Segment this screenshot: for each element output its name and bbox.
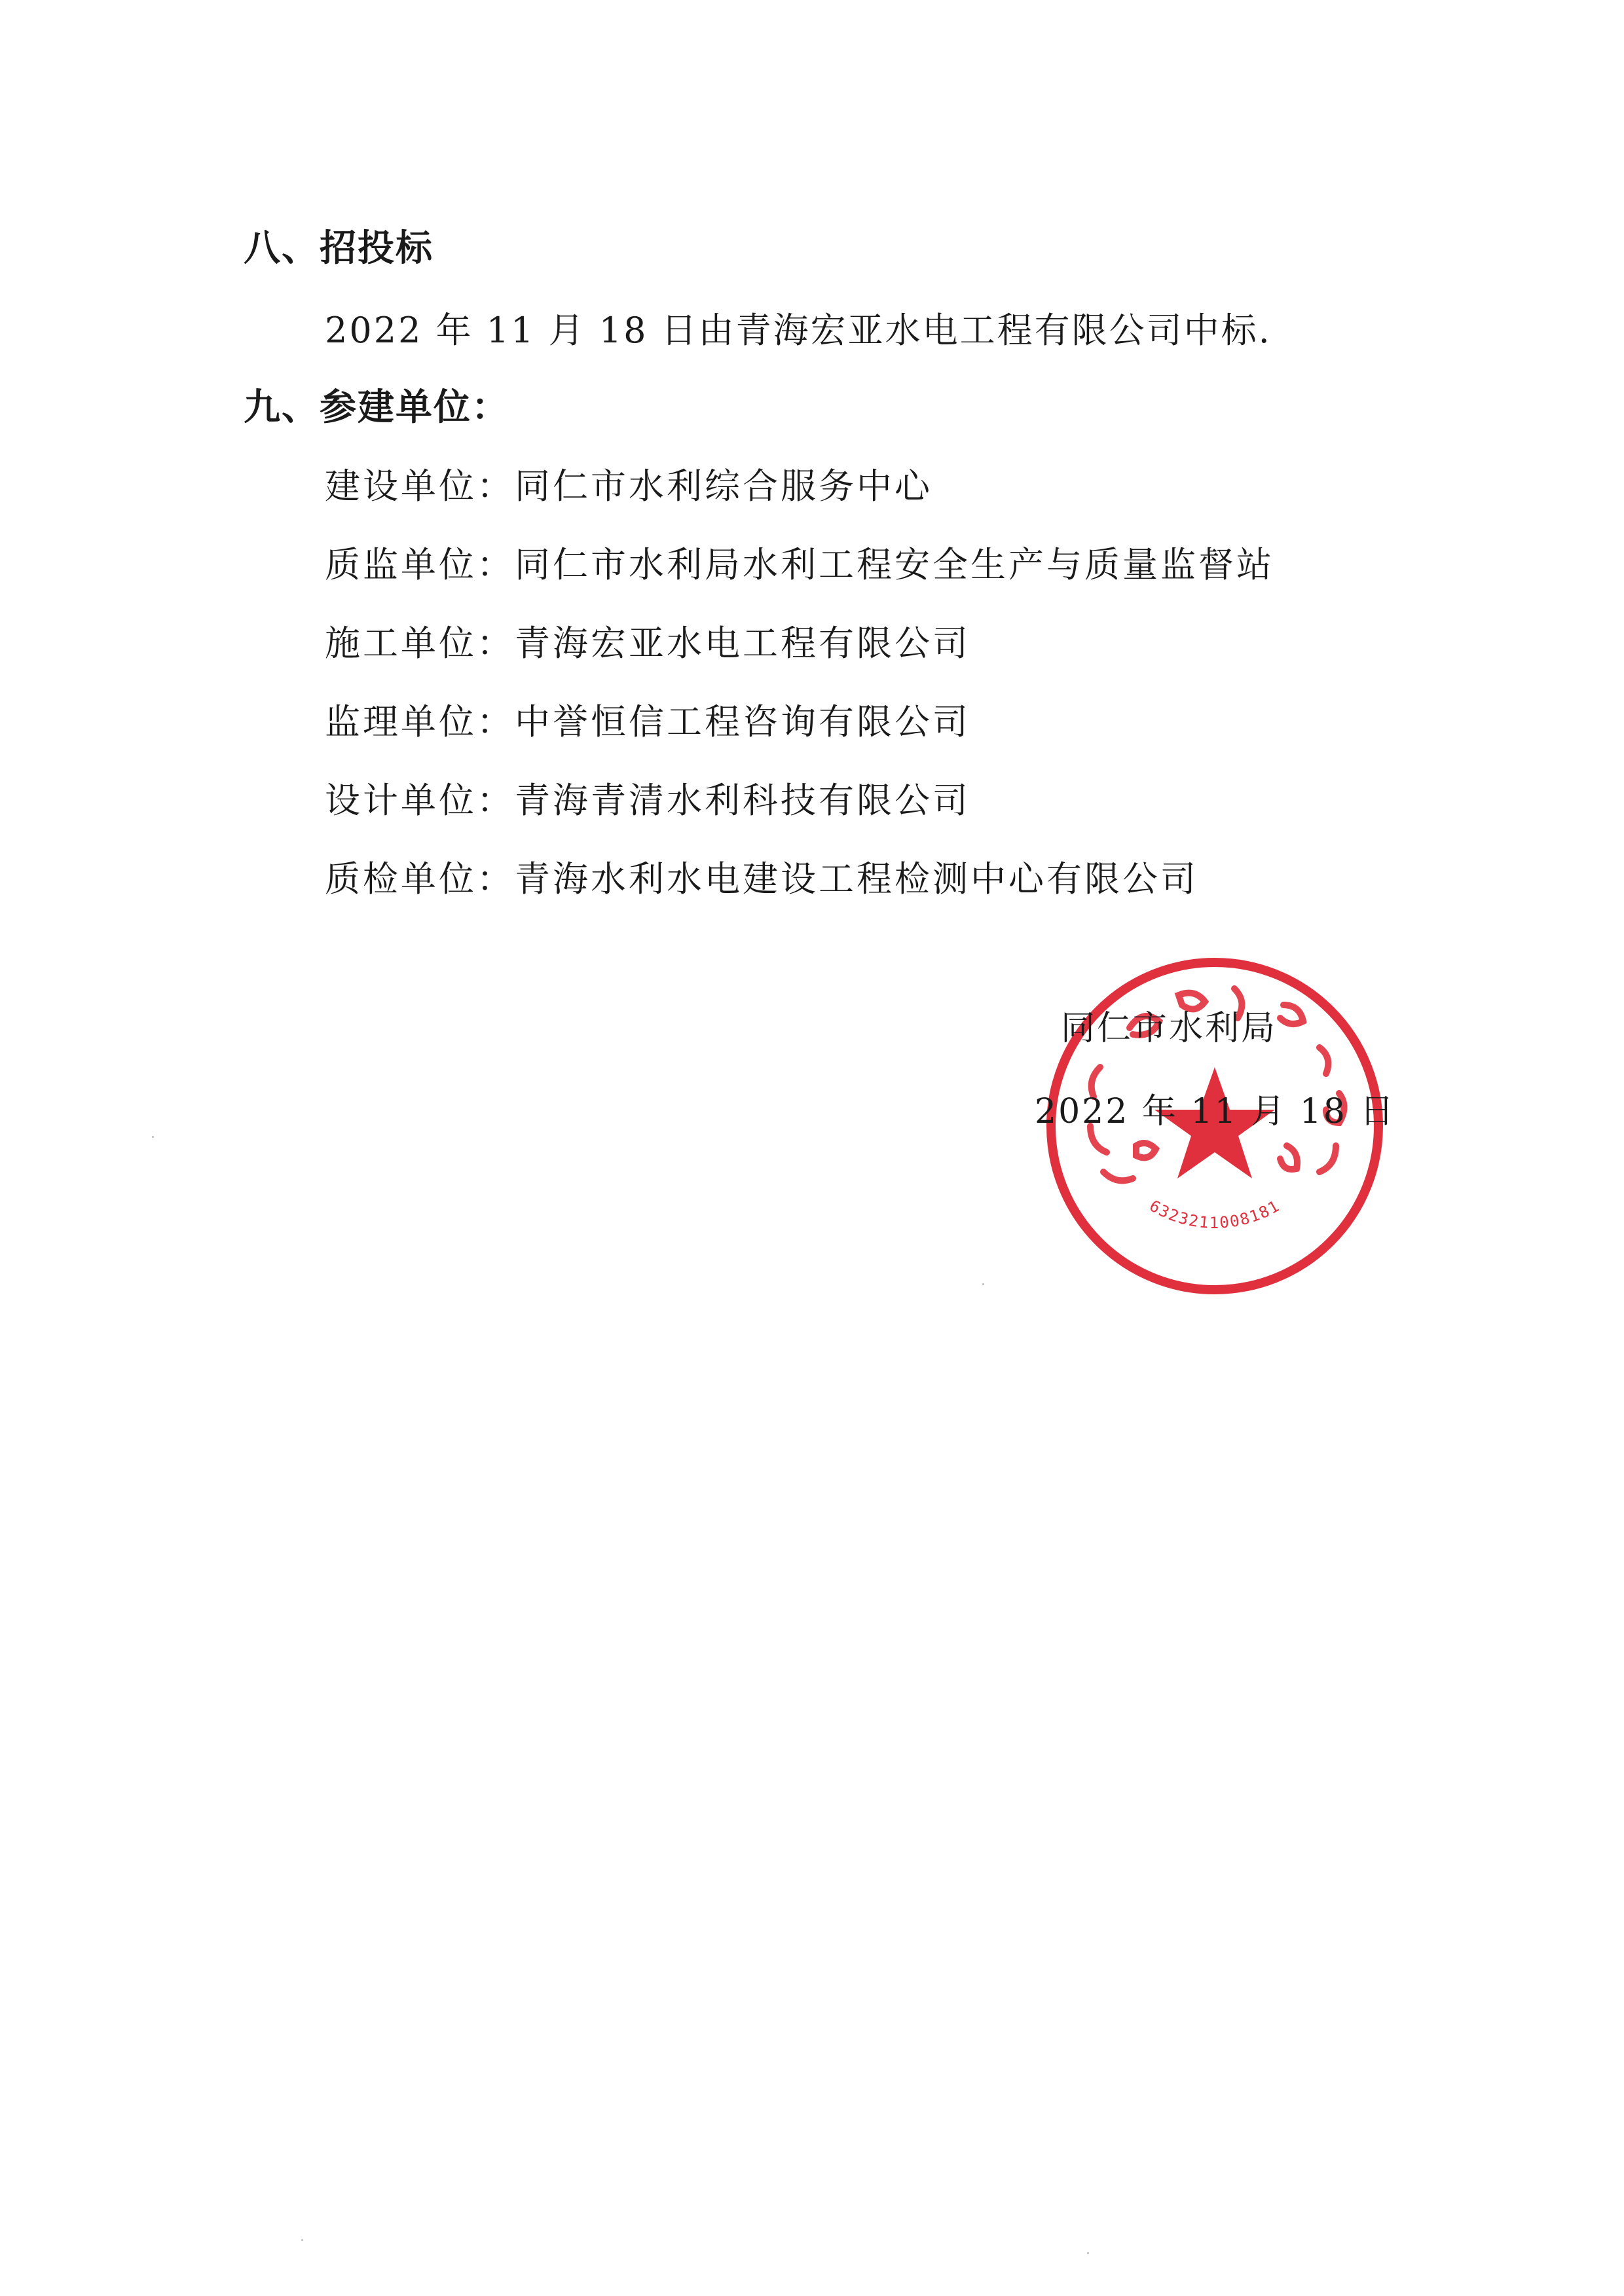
unit-row-construction: [325, 458, 932, 509]
section-8-text: 2022 年 11 月 18 日由青海宏亚水电工程有限公司中标.: [325, 310, 1272, 351]
unit-row-supervisor: [325, 694, 970, 744]
scan-speck: [1087, 2252, 1089, 2254]
unit-value: 中誉恒信工程咨询有限公司: [515, 701, 970, 742]
unit-label: 施工单位：: [325, 623, 515, 664]
scan-speck: [982, 1283, 984, 1285]
unit-value: 同仁市水利综合服务中心: [515, 465, 932, 507]
unit-label: 建设单位：: [325, 465, 515, 507]
unit-label: 质监单位：: [325, 544, 515, 585]
unit-row-quality-supervision: [325, 537, 1274, 587]
unit-label: 质检单位：: [325, 858, 515, 900]
scan-speck: [152, 1136, 154, 1138]
unit-value: 青海水利水电建设工程检测中心有限公司: [515, 858, 1198, 900]
section-8-heading: 八、招投标: [244, 227, 434, 270]
unit-value: 青海宏亚水电工程有限公司: [515, 623, 970, 664]
seal-code-text: 6323211008181: [1146, 1196, 1283, 1232]
signature-organization: 同仁市水利局: [1061, 1009, 1278, 1048]
unit-row-quality-inspection: [325, 851, 1198, 902]
unit-value: 青海青清水利科技有限公司: [515, 780, 970, 821]
unit-value: 同仁市水利局水利工程安全生产与质量监督站: [515, 544, 1274, 585]
unit-row-contractor: [325, 615, 970, 666]
unit-label: 监理单位：: [325, 701, 515, 742]
unit-label: 设计单位：: [325, 780, 515, 821]
section-9-heading: 九、参建单位：: [244, 386, 509, 429]
scan-speck: [301, 2239, 303, 2241]
unit-row-design: [325, 773, 970, 823]
signature-date: 2022 年 11 月 18 日: [1035, 1092, 1396, 1131]
